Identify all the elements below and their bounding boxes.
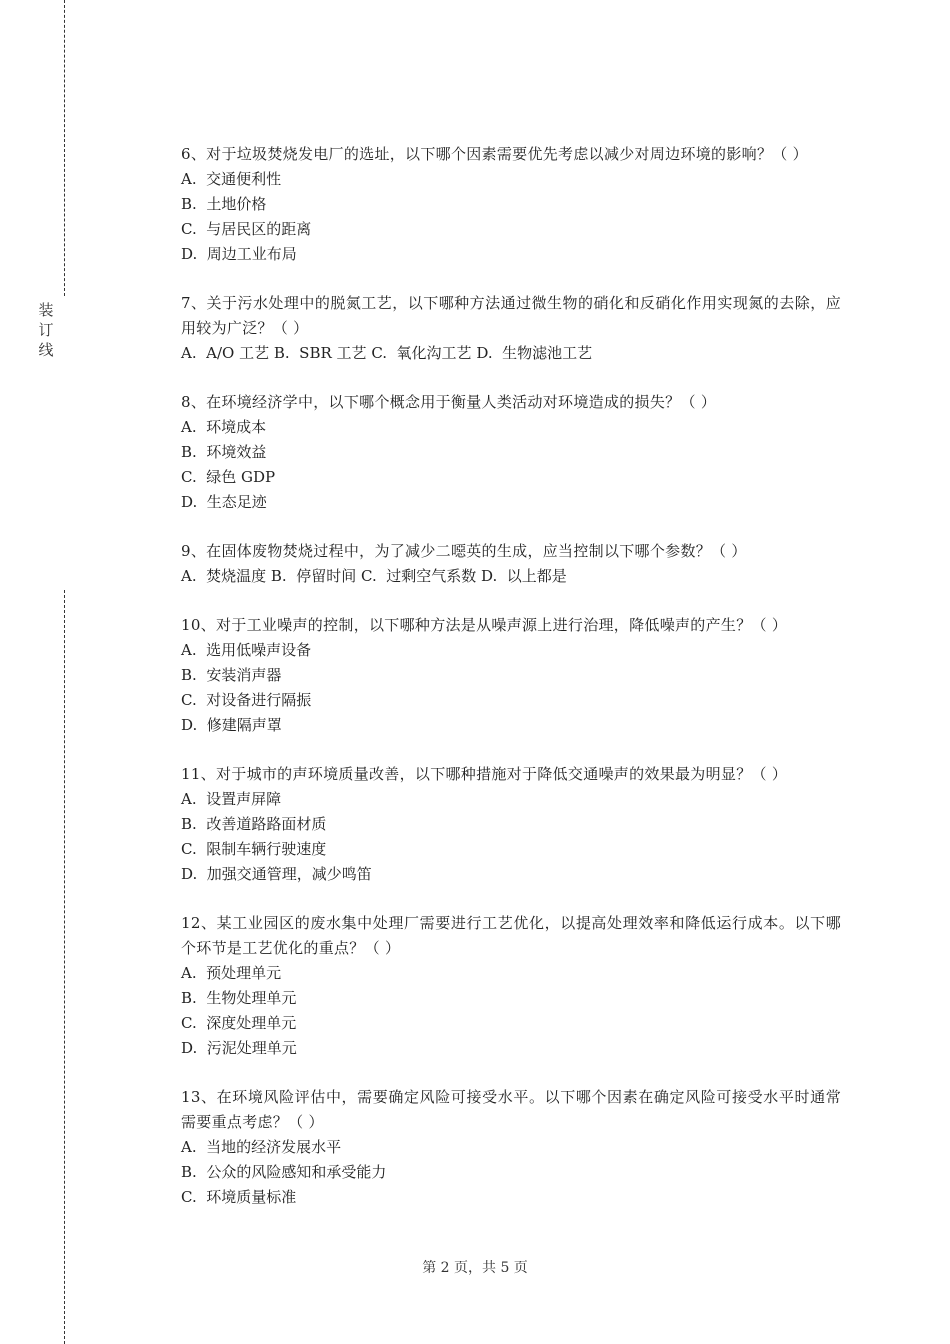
option: A. 环境成本 [181, 418, 267, 436]
option: B. 公众的风险感知和承受能力 [181, 1163, 387, 1181]
option: A. A/O 工艺 B. SBR 工艺 C. 氧化沟工艺 D. 生物滤池工艺 [181, 344, 593, 362]
question-text: 9、在固体废物焚烧过程中，为了减少二噁英的生成，应当控制以下哪个参数？（ ） [181, 542, 747, 560]
option: D. 加强交通管理，减少鸣笛 [181, 865, 372, 883]
question-11 [181, 762, 841, 887]
binding-line-top [64, 0, 65, 296]
question-9 [181, 539, 841, 589]
option: C. 深度处理单元 [181, 1014, 297, 1032]
question-list [181, 142, 841, 1234]
question-12 [181, 911, 841, 1061]
option: A. 设置声屏障 [181, 790, 282, 808]
binding-label-char: 装 [38, 301, 54, 319]
option: B. 改善道路路面材质 [181, 815, 327, 833]
option: C. 限制车辆行驶速度 [181, 840, 327, 858]
binding-line-bottom [64, 590, 65, 1344]
question-8 [181, 390, 841, 515]
option: D. 修建隔声罩 [181, 716, 282, 734]
option: A. 当地的经济发展水平 [181, 1138, 342, 1156]
option: C. 对设备进行隔振 [181, 691, 312, 709]
option: A. 选用低噪声设备 [181, 641, 312, 659]
option: A. 交通便利性 [181, 170, 282, 188]
question-7 [181, 291, 841, 366]
question-10 [181, 613, 841, 738]
question-text: 10、对于工业噪声的控制，以下哪种方法是从噪声源上进行治理，降低噪声的产生？（ ） [181, 616, 788, 634]
option: D. 周边工业布局 [181, 245, 297, 263]
option: C. 环境质量标准 [181, 1188, 297, 1206]
page-number: 第 2 页，共 5 页 [422, 1260, 528, 1276]
option: A. 预处理单元 [181, 964, 282, 982]
option: D. 污泥处理单元 [181, 1039, 297, 1057]
option: B. 土地价格 [181, 195, 267, 213]
binding-label [37, 300, 55, 360]
question-text: 6、对于垃圾焚烧发电厂的选址，以下哪个因素需要优先考虑以减少对周边环境的影响？（ ） [181, 145, 808, 163]
option: B. 安装消声器 [181, 666, 282, 684]
option: B. 生物处理单元 [181, 989, 297, 1007]
question-text: 12、某工业园区的废水集中处理厂需要进行工艺优化，以提高处理效率和降低运行成本。以下哪个环节是工艺优化的重点？（ ） [181, 914, 841, 957]
option: D. 生态足迹 [181, 493, 267, 511]
question-13 [181, 1085, 841, 1210]
question-text: 11、对于城市的声环境质量改善，以下哪种措施对于降低交通噪声的效果最为明显？（ ） [181, 765, 788, 783]
option: C. 绿色 GDP [181, 468, 276, 486]
question-text: 8、在环境经济学中，以下哪个概念用于衡量人类活动对环境造成的损失？（ ） [181, 393, 717, 411]
question-text: 13、在环境风险评估中，需要确定风险可接受水平。以下哪个因素在确定风险可接受水平时通常需要重点考虑？（ ） [181, 1088, 841, 1131]
binding-label-char: 线 [38, 341, 54, 359]
question-6 [181, 142, 841, 267]
option: A. 焚烧温度 B. 停留时间 C. 过剩空气系数 D. 以上都是 [181, 567, 567, 585]
option: C. 与居民区的距离 [181, 220, 312, 238]
question-text: 7、关于污水处理中的脱氮工艺，以下哪种方法通过微生物的硝化和反硝化作用实现氮的去除，应用较为广泛？（ ） [181, 294, 841, 337]
binding-label-char: 订 [38, 321, 54, 339]
option: B. 环境效益 [181, 443, 267, 461]
